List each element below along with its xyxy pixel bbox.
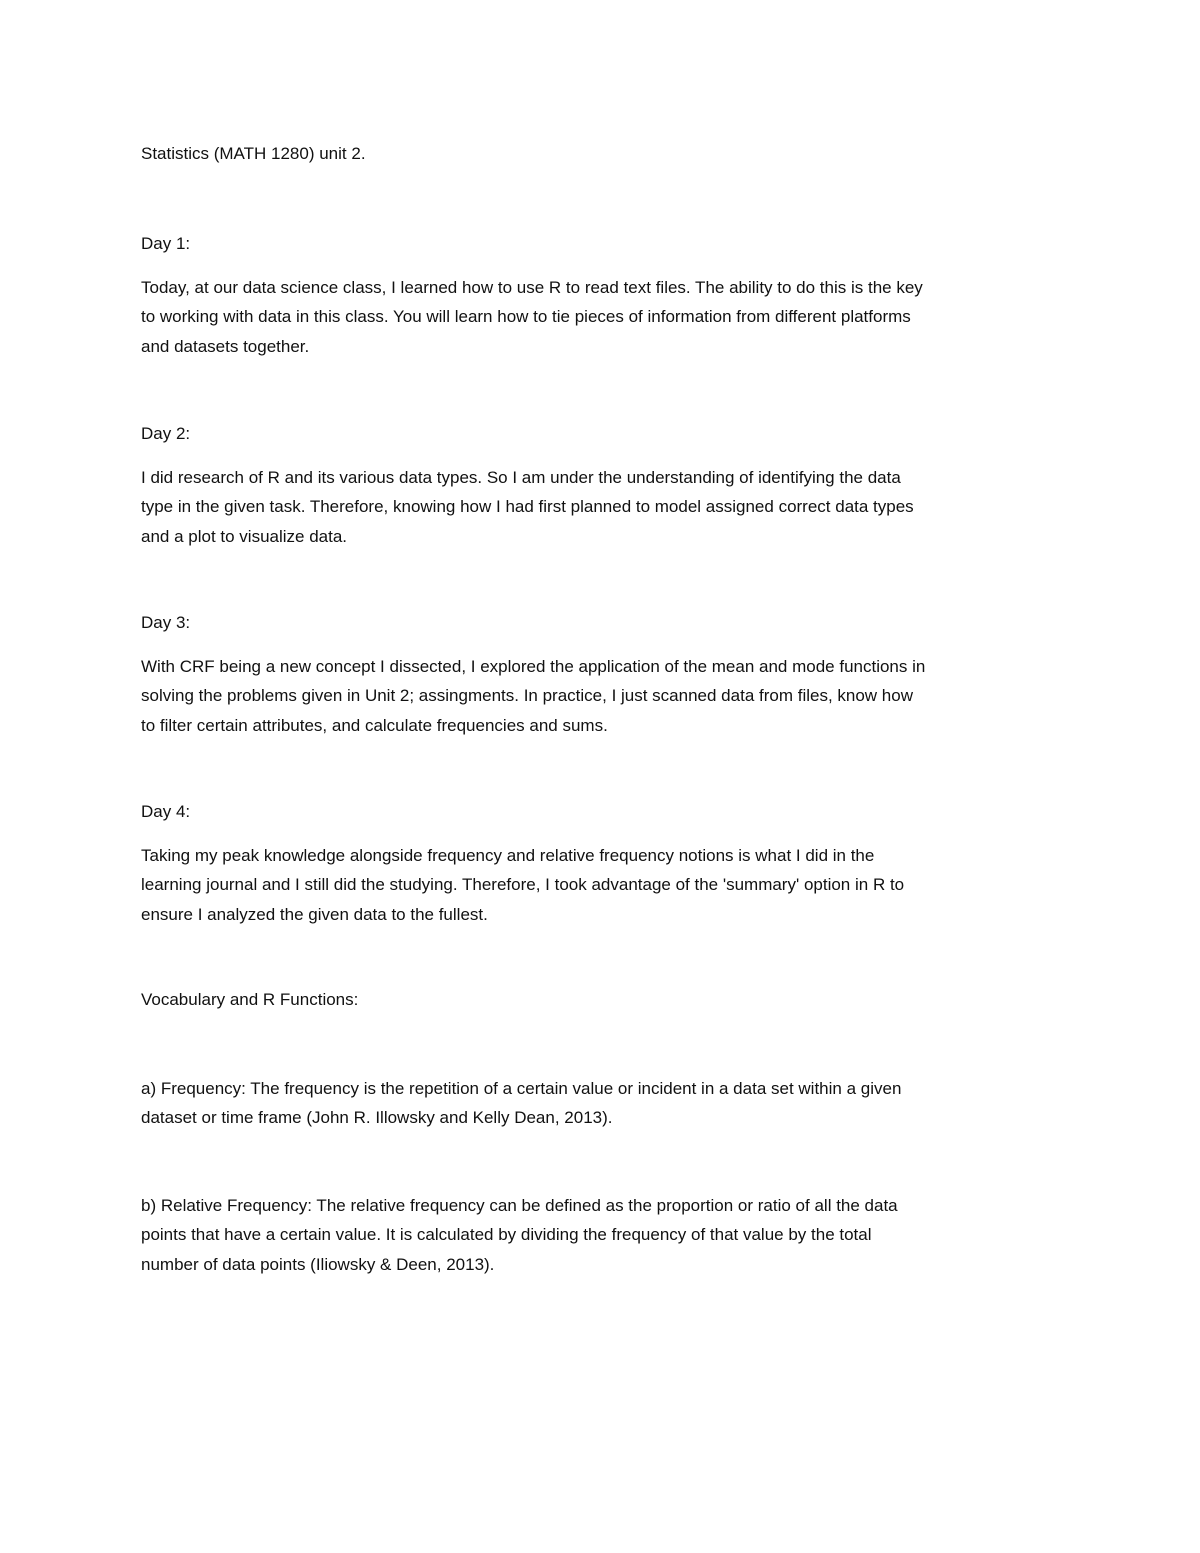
paragraph-line: and datasets together.	[141, 336, 310, 356]
paragraph-line: dataset or time frame (John R. Illowsky and Kelly Dean, 2013).	[141, 1108, 613, 1128]
paragraph-line: Taking my peak knowledge alongside frequency and relative frequency notions is what I did in the	[141, 846, 875, 865]
paragraph-line: With CRF being a new concept I dissected, I explored the application of the mean and mode functions in	[141, 657, 926, 676]
document-title: Statistics (MATH 1280) unit 2.	[141, 144, 366, 163]
definition-frequency	[141, 1074, 1061, 1133]
day-2-heading: Day 2:	[141, 424, 191, 443]
day-4-heading: Day 4:	[141, 802, 191, 821]
day-3-heading: Day 3:	[141, 613, 191, 632]
definition-relative-frequency	[141, 1191, 1061, 1279]
day-1-heading: Day 1:	[141, 234, 191, 253]
paragraph-line: and a plot to visualize data.	[141, 526, 348, 546]
paragraph-line: a) Frequency: The frequency is the repetition of a certain value or incident in a data set within a given	[141, 1079, 902, 1098]
paragraph-line: points that have a certain value. It is calculated by dividing the frequency of that value by the total	[141, 1225, 872, 1245]
day-1-paragraph	[141, 273, 1061, 361]
paragraph-line: ensure I analyzed the given data to the fullest.	[141, 904, 488, 924]
paragraph-line: number of data points (Iliowsky & Deen, 2013).	[141, 1254, 495, 1274]
paragraph-line: I did research of R and its various data types. So I am under the understanding of identifying the data	[141, 468, 901, 487]
paragraph-line: learning journal and I still did the studying. Therefore, I took advantage of the 'summary' option in R to	[141, 875, 905, 895]
day-2-paragraph	[141, 463, 1061, 551]
day-4-paragraph	[141, 841, 1061, 929]
paragraph-line: solving the problems given in Unit 2; assingments. In practice, I just scanned data from files, know how	[141, 686, 913, 706]
day-3-paragraph	[141, 652, 1061, 740]
vocabulary-heading: Vocabulary and R Functions:	[141, 990, 359, 1009]
paragraph-line: Today, at our data science class, I learned how to use R to read text files. The ability to do this is the key	[141, 278, 923, 297]
paragraph-line: to working with data in this class. You will learn how to tie pieces of information from different platforms	[141, 307, 911, 327]
paragraph-line: to filter certain attributes, and calculate frequencies and sums.	[141, 715, 608, 735]
paragraph-line: type in the given task. Therefore, knowing how I had first planned to model assigned correct data types	[141, 497, 914, 517]
paragraph-line: b) Relative Frequency: The relative frequency can be defined as the proportion or ratio of all the data	[141, 1196, 898, 1215]
